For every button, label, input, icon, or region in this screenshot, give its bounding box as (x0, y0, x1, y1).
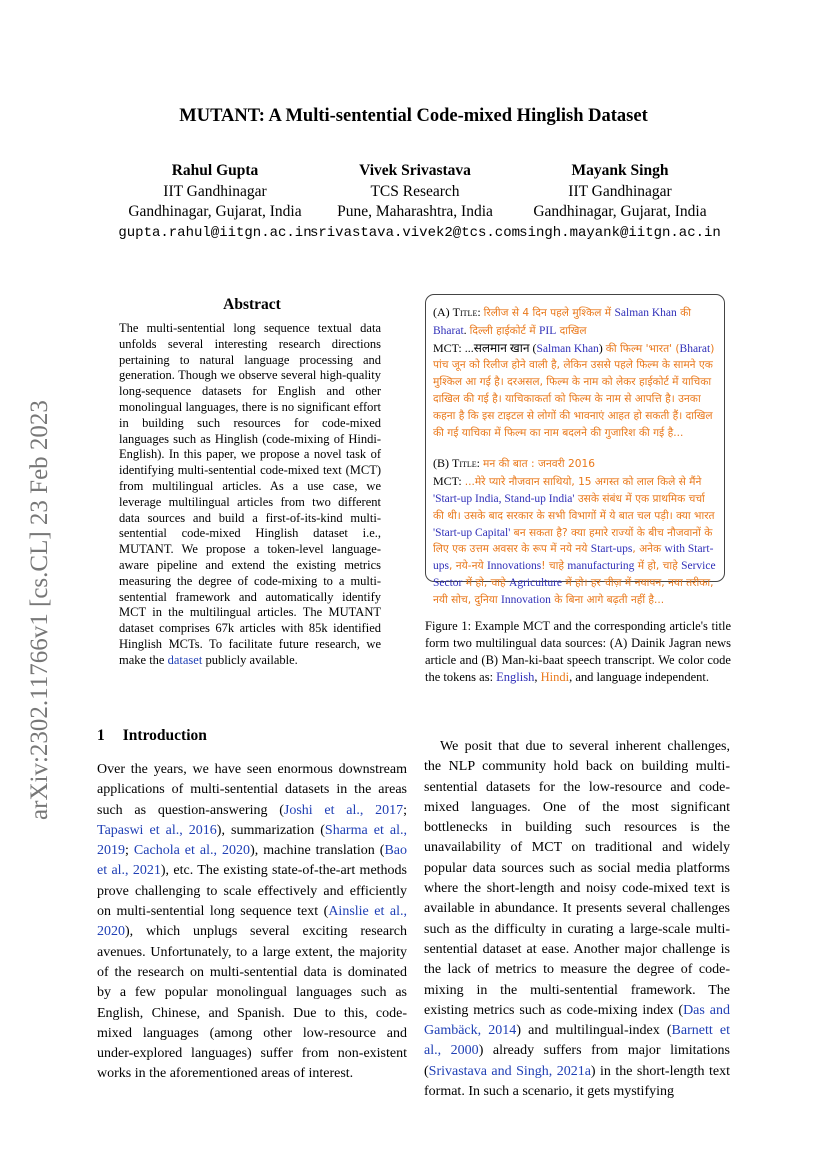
hindi-token: में हो, चाहे (462, 576, 510, 589)
author-name: Rahul Gupta (171, 162, 259, 179)
english-token: Innovations (486, 560, 542, 573)
author-email[interactable]: srivastava.vivek2@tcs.com (309, 224, 521, 241)
english-token: 'Start-up India, Stand-up India' (433, 492, 575, 505)
caption-english: English (496, 670, 535, 684)
citation-link[interactable]: Ainslie et al., 2020 (97, 904, 407, 940)
citation-link[interactable]: Das and Gambäck, 2014 (424, 1002, 730, 1039)
figure-title-label: Title (452, 305, 478, 319)
english-token: 'Start-up Capital' (433, 526, 511, 539)
figure-title-label: Title (452, 456, 477, 471)
hindi-token: में हो, चाहे (634, 560, 682, 573)
hindi-token: दाखिल (556, 324, 587, 337)
arxiv-sidebar (19, 370, 61, 850)
hindi-token: बन सकता है? क्या हमारे राज्यों के बीच नौजवानों के लिए एक उत्तम अवसर के रूप में नये नये (433, 526, 713, 556)
author-name: Mayank Singh (571, 162, 669, 179)
body-text: ; (125, 843, 134, 859)
body-text: Over the years, we have seen enormous downstream applications of multi-sentential datasets in the areas such as question-answering ( (97, 762, 407, 818)
citation-link[interactable]: Sharma et al., 2019 (97, 822, 407, 859)
hindi-token: दिल्ली हाईकोर्ट में (469, 324, 539, 337)
figure-1-caption (425, 618, 731, 686)
arxiv-id: arXiv:2302.11766v1 [cs.CL] 23 Feb 2023 (26, 400, 53, 820)
author-location: Gandhinagar, Gujarat, India (533, 203, 707, 220)
english-token: manufacturing (567, 560, 635, 573)
body-text: ), which unplugs several exciting research avenues. Unfortunately, to a large extent, the majority of the research on multi-sentential data is dominated by a few popular monolingual languages such as English, Chinese, and Spanish. Due to this, code-mixed languages (among other low-resource and under-explored languages) suffer from non-existent works in the aforementioned areas of interest. (97, 924, 407, 1082)
figure-label-text: (B) (433, 456, 452, 471)
hindi-token: ! चाहे (541, 560, 568, 573)
section-title: Introduction (122, 727, 207, 744)
body-text: ) in the short-length text format. In such a scenario, it gets mystifying (424, 1063, 730, 1100)
english-token: PIL (538, 324, 557, 337)
author-affiliation: IIT Gandhinagar (163, 182, 267, 200)
intro-paragraph-left (97, 760, 407, 1085)
body-text: ), summarization ( (216, 822, 325, 838)
figure-label-text: MCT: (433, 474, 465, 489)
citation-link[interactable]: Srivastava and Singh, 2021a (428, 1063, 591, 1079)
figure-label-text: (A) (433, 305, 453, 319)
caption-end: , and language independent. (569, 670, 709, 684)
author-email[interactable]: gupta.rahul@iitgn.ac.in (118, 224, 312, 241)
paper-title: MUTANT: A Multi-sentential Code-mixed Hinglish Dataset (179, 106, 648, 126)
section-number: 1 (97, 727, 105, 744)
author-location: Gandhinagar, Gujarat, India (128, 203, 302, 220)
hindi-token: की फिल्म 'भारत' ( (605, 342, 680, 355)
author-name: Vivek Srivastava (359, 162, 471, 179)
body-text: ), machine translation ( (250, 843, 385, 859)
citation-link[interactable]: Cachola et al., 2020 (133, 843, 251, 859)
body-text: ) already suffers from major limitations ( (424, 1043, 730, 1079)
figure-1-box (425, 294, 725, 606)
english-token: with Start-ups (433, 543, 714, 573)
intro-paragraph-right (424, 737, 730, 1102)
hindi-token: ...मेरे प्यारे नौजवान साथियो, 15 अगस्त को लाल किले से मैंने (464, 476, 702, 489)
english-token: Agriculture (509, 576, 563, 589)
abstract-end: publicly available. (205, 652, 298, 667)
hindi-token: रिलीज से 4 दिन पहले मुश्किल में (483, 307, 615, 319)
hindi-token: मन की बात : जनवरी 2016 (483, 458, 595, 471)
hindi-token: उसके संबंध में एक प्राथमिक चर्चा की थी। उसके बाद सरकार के सभी विभागों में ये बात चल पड़ी। क्या भारत (433, 492, 715, 522)
author-3 (510, 161, 730, 243)
english-token: Salman Khan (614, 307, 677, 319)
abstract-heading: Abstract (223, 296, 281, 313)
citation-link[interactable]: Bao et al., 2021 (97, 843, 408, 879)
body-text: ) and multilingual-index ( (516, 1023, 672, 1039)
figure-example-a (433, 304, 716, 441)
hindi-token: की (676, 307, 692, 319)
hindi-token: के बिना आगे बढ़ती नहीं है... (550, 593, 665, 606)
figure-label-text: : (477, 305, 484, 319)
figure-example-b (433, 455, 716, 608)
author-affiliation: TCS Research (370, 182, 460, 200)
hindi-token: , नये-नये (448, 560, 487, 573)
figure-label-text: : (476, 456, 483, 471)
section-heading (97, 727, 207, 745)
dataset-link[interactable]: dataset (167, 652, 203, 667)
english-token: Bharat (679, 342, 711, 355)
author-location: Pune, Maharashtra, India (337, 203, 493, 220)
hindi-token: में हो। हर चीज़ में नयापन, नया तरीका, नयी सोच, दुनिया (433, 576, 714, 606)
body-text: ; (403, 802, 407, 818)
citation-link[interactable]: Joshi et al., 2017 (283, 802, 404, 818)
figure-label-text: MCT: ...सलमान खान ( (433, 340, 537, 355)
author-2 (305, 161, 525, 243)
english-token: Bharat (433, 324, 464, 337)
hindi-token: , अनेक (632, 543, 665, 556)
author-1 (105, 161, 325, 243)
body-text: We posit that due to several inherent challenges, the NLP community hold back on building multi-sentential datasets for the low-resource and code-mixed languages. One of the most significant bottlenecks in building such resources is the unavailability of MCT on traditional and widely popular data sources such as social media platforms where the short-length and noisy code-mixed text is available in abundance. It presents several challenges such as the difficulty in curating a large-scale multi-sentential dataset at ease. Another major challenge is the lack of metrics to measure the degree of code-mixing in the multi-sentential framework. The existing metrics such as code-mixing index ( (424, 739, 730, 1018)
caption-text: Figure 1: Example MCT and the corresponding article's title form two multilingual data sources: (A) Dainik Jagran news article and (B) Man-ki-baat speech transcript. We color code the tokens as: (425, 619, 731, 684)
english-token: Service Sector (433, 560, 716, 589)
english-token: Start-ups (590, 543, 633, 556)
citation-link[interactable]: Barnett et al., 2000 (424, 1023, 730, 1059)
figure-label-text: . (463, 322, 470, 337)
citation-link[interactable]: Tapaswi et al., 2016 (97, 822, 217, 838)
caption-hindi: Hindi (540, 670, 570, 684)
abstract-text (119, 321, 381, 669)
hindi-token: ) पांच जून को रिलीज होने वाली है, लेकिन उससे पहले फिल्म के सामने एक मुश्किल आ गई है। दरअसल, फिल्म के नाम को लेकर हाईकोर्ट में याचिका दाखिल की गई है। याचिकाकर्ता को फिल्म के नाम से आपत्ति है। उनका कहना है कि इस टाइटल से लोगों की भावनाएं आहत हो सकती हैं। दाखिल की गई याचिका में फिल्म का नाम बदलने की गुजारिश की गई है... (433, 342, 715, 439)
english-token: Innovation (501, 593, 551, 606)
english-token: Salman Khan (536, 342, 599, 355)
caption-sep: , (534, 670, 541, 684)
author-email[interactable]: singh.mayank@iitgn.ac.in (519, 224, 721, 241)
author-affiliation: IIT Gandhinagar (568, 182, 672, 200)
abstract-body: The multi-sentential long sequence textual data unfolds several interesting research directions pertaining to natural language processing and generation. Though we observe several high-quality long-sequence datasets for English and other monolingual languages, there is no significant effort in building such resources for code-mixed languages such as Hinglish (code-mixing of Hindi-English). In this paper, we propose a novel task of identifying multi-sentential code-mixed text (MCT) from multilingual articles. As a use case, we leverage multilingual articles from two different data sources and build a first-of-its-kind multi-sentential code-mixed Hinglish dataset i.e., MUTANT. We propose a token-level language-aware pipeline and extend the existing metrics measuring the degree of code-mixing to a multi-sentential framework and automatically identify MCT in the multilingual articles. The MUTANT dataset comprises 67k articles with 85k identified Hinglish MCTs. To facilitate future research, we make the (119, 321, 381, 667)
figure-label-text: ) (598, 340, 606, 355)
body-text: ), etc. The existing state-of-the-art methods prove challenging to scale effectively and efficiently on multi-sentential long sequence text ( (97, 863, 408, 920)
